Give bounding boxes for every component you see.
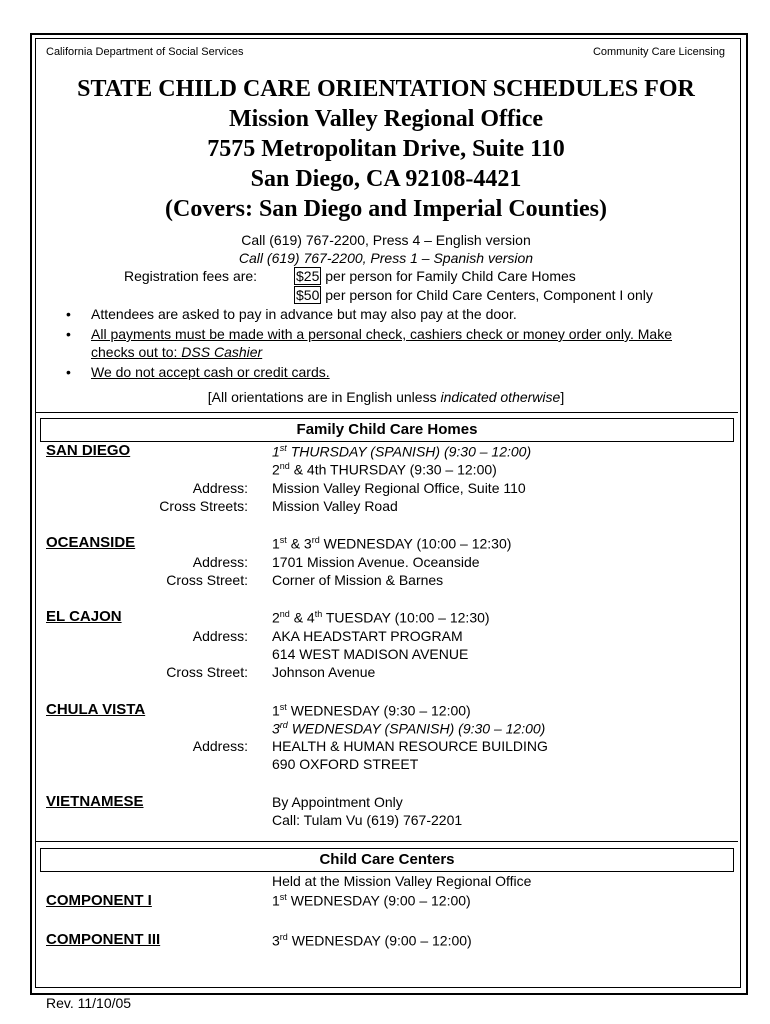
schedule-line: 1st THURSDAY (SPANISH) (9:30 – 12:00) — [272, 443, 532, 460]
bullet-payments-line2: checks out to: DSS Cashier — [91, 344, 263, 360]
appointment-note: By Appointment Only — [272, 794, 403, 810]
bullet-payments-line1: All payments must be made with a personal check, cashiers check or money order only. Make — [91, 326, 672, 342]
address-label: Address: — [192, 738, 248, 754]
agency-name: California Department of Social Services — [46, 46, 244, 58]
cross-street-label: Cross Street: — [166, 572, 248, 588]
address-label: Address: — [192, 628, 248, 644]
schedule-line: 1st WEDNESDAY (9:00 – 12:00) — [272, 892, 471, 909]
address-value: Mission Valley Regional Office, Suite 110 — [272, 480, 526, 496]
address-value: HEALTH & HUMAN RESOURCE BUILDING — [272, 738, 548, 754]
phone-english: Call (619) 767-2200, Press 4 – English version — [241, 232, 531, 248]
component-iii: COMPONENT III — [46, 931, 161, 948]
location-oceanside: OCEANSIDE — [46, 534, 136, 551]
fees-label: Registration fees are: — [124, 268, 258, 284]
office-street: 7575 Metropolitan Drive, Suite 110 — [207, 136, 565, 162]
bullet-pay-advance: Attendees are asked to pay in advance but may also pay at the door. — [91, 306, 517, 322]
section-family-homes: Family Child Care Homes — [40, 418, 734, 442]
language-note: [All orientations are in English unless indicated otherwise] — [207, 389, 565, 405]
bullet-no-cash: We do not accept cash or credit cards. — [91, 364, 330, 380]
address-value: 1701 Mission Avenue. Oceanside — [272, 554, 480, 570]
schedule-line: 2nd & 4th TUESDAY (10:00 – 12:30) — [272, 609, 490, 626]
bullet-icon: • — [66, 364, 71, 380]
division-name: Community Care Licensing — [592, 46, 725, 58]
fee-amount-50: $50 — [296, 287, 320, 303]
divider — [36, 841, 738, 842]
fee-family-homes: $25 per person for Family Child Care Homes — [296, 268, 576, 284]
bullet-icon: • — [66, 306, 71, 322]
cross-street-label: Cross Streets: — [159, 498, 248, 514]
location-el-cajon: EL CAJON — [46, 608, 122, 625]
schedule-line: 2nd & 4th THURSDAY (9:30 – 12:00) — [272, 461, 497, 478]
coverage-area: (Covers: San Diego and Imperial Counties) — [165, 196, 607, 222]
schedule-line: 3rd WEDNESDAY (9:00 – 12:00) — [272, 932, 472, 949]
cross-street-value: Johnson Avenue — [272, 664, 376, 680]
cross-street-value: Corner of Mission & Barnes — [272, 572, 444, 588]
office-city: San Diego, CA 92108-4421 — [250, 166, 522, 192]
address-label: Address: — [192, 554, 248, 570]
schedule-line: 1st & 3rd WEDNESDAY (10:00 – 12:30) — [272, 535, 512, 552]
fee-centers: $50 per person for Child Care Centers, Component I only — [296, 287, 653, 303]
component-i: COMPONENT I — [46, 892, 152, 909]
cross-street-value: Mission Valley Road — [272, 498, 398, 514]
office-name: Mission Valley Regional Office — [229, 106, 543, 132]
address-value: AKA HEADSTART PROGRAM — [272, 628, 463, 644]
appointment-contact: Call: Tulam Vu (619) 767-2201 — [272, 812, 463, 828]
revision-date: Rev. 11/10/05 — [46, 995, 132, 1011]
fee-amount-25: $25 — [296, 268, 320, 284]
address-value: 614 WEST MADISON AVENUE — [272, 646, 469, 662]
section-child-care-centers: Child Care Centers — [40, 848, 734, 872]
divider — [36, 412, 738, 413]
phone-spanish: Call (619) 767-2200, Press 1 – Spanish version — [238, 250, 534, 266]
address-label: Address: — [192, 480, 248, 496]
schedule-line: 1st WEDNESDAY (9:30 – 12:00) — [272, 702, 471, 719]
address-value: 690 OXFORD STREET — [272, 756, 419, 772]
location-chula-vista: CHULA VISTA — [46, 701, 146, 718]
cross-street-label: Cross Street: — [166, 664, 248, 680]
page-title: STATE CHILD CARE ORIENTATION SCHEDULES FOR — [77, 76, 695, 102]
location-vietnamese: VIETNAMESE — [46, 793, 144, 810]
bullet-icon: • — [66, 326, 71, 342]
location-san-diego: SAN DIEGO — [46, 442, 131, 459]
schedule-line: 3rd WEDNESDAY (SPANISH) (9:30 – 12:00) — [272, 720, 546, 737]
centers-location-note: Held at the Mission Valley Regional Office — [272, 873, 532, 889]
